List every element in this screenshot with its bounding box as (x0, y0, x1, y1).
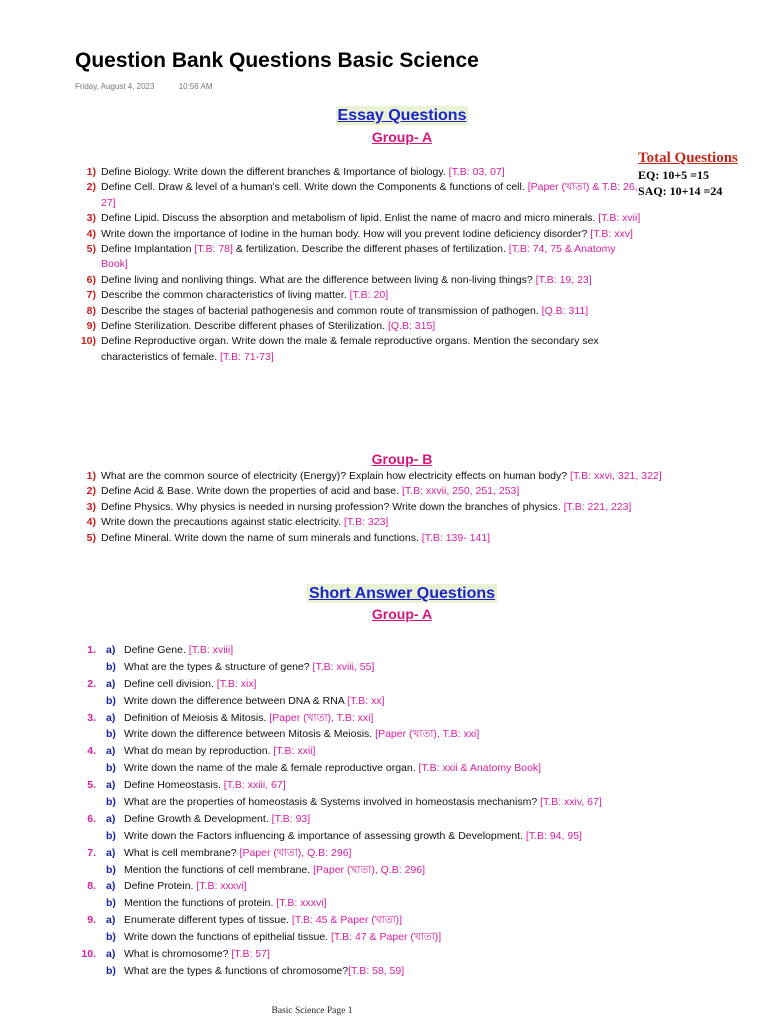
short-question-reference: [T.B: xviii] (188, 644, 234, 656)
essay-heading (0, 107, 768, 125)
question-item (0, 469, 741, 484)
short-question-text: Write down the difference between Mitosis & Meiosis. (124, 728, 376, 741)
short-question-item (0, 676, 602, 693)
question-number: 1) (86, 470, 96, 482)
short-question-number: 7. (87, 846, 96, 859)
short-question-item (0, 929, 602, 946)
short-question-reference: [T.B: xx] (347, 694, 385, 707)
question-item (0, 180, 641, 211)
short-question-reference: [T.B: 57] (231, 948, 270, 961)
total-questions-heading: Total Questions (638, 150, 738, 166)
short-question-number: 6. (87, 812, 96, 825)
short-answer-list (0, 642, 602, 980)
short-answer-heading-text: Short Answer Questions (308, 585, 496, 602)
short-question-number: 9. (87, 914, 96, 927)
short-question-item (0, 878, 602, 895)
question-text: Define Reproductive organ. Write down the male & female reproductive organs. Mention the secondary sex characteristics of female. (101, 335, 599, 363)
question-reference: [T.B: 78] (194, 243, 233, 256)
short-question-item (0, 946, 602, 963)
short-question-reference: [Paper (খাতা), Q.B: 296] (313, 863, 426, 876)
short-question-text: What are the types & functions of chromosome? (124, 964, 349, 977)
short-question-text: Mention the functions of protein. (124, 897, 277, 910)
short-question-item (0, 777, 602, 794)
short-question-letter: a) (106, 914, 116, 927)
question-number: 5) (86, 243, 96, 256)
note-date: Friday, August 4, 2023 (75, 82, 155, 91)
short-question-reference: [T.B: xxii & Anatomy Book] (418, 762, 542, 775)
short-question-number: 8. (87, 880, 96, 893)
total-questions-box (638, 150, 738, 199)
short-question-text: Define Gene. (124, 644, 189, 656)
question-number: 5) (86, 531, 96, 544)
short-question-text: What is chromosome? (124, 948, 232, 961)
short-question-number: 2. (87, 677, 96, 690)
question-reference: [T.B: 19, 23] (535, 273, 592, 286)
essay-group-a-label: Group- A (371, 129, 433, 145)
question-text: Define Sterilization. Describe different phases of Sterilization. (101, 320, 388, 333)
short-question-item (0, 659, 602, 676)
essay-group-b-list (0, 469, 741, 546)
short-question-reference: [T.B: 47 & Paper (খাতা)] (331, 931, 442, 944)
short-question-letter: a) (106, 711, 116, 724)
short-question-reference: [T.B: xxiii, 67] (223, 779, 286, 792)
short-question-letter: b) (106, 796, 116, 809)
short-question-reference: [Paper (খাতা), Q.B: 296] (239, 846, 352, 859)
question-item (0, 500, 741, 515)
question-reference: [T.B: xxv] (590, 227, 633, 240)
question-text: Define Mineral. Write down the name of sum minerals and functions. (101, 531, 422, 544)
question-item (0, 515, 741, 530)
short-question-letter: a) (106, 644, 116, 656)
short-question-item (0, 895, 602, 912)
question-item (0, 319, 641, 334)
question-reference: [T.B: 74, 75 & Anatomy Book] (101, 243, 616, 271)
question-number: 4) (86, 227, 96, 240)
note-timestamp (75, 82, 213, 91)
question-text: Define Acid & Base. Write down the properties of acid and base. (101, 485, 402, 498)
page-title: Question Bank Questions Basic Science (75, 49, 479, 72)
page-footer: Basic Science Page 1 (271, 1006, 353, 1016)
short-question-text: Write down the functions of epithelial tissue. (124, 931, 332, 944)
question-item (0, 211, 641, 226)
question-text: Describe the stages of bacterial pathogenesis and common route of transmission of pathogen. (101, 304, 542, 317)
question-number: 10) (80, 335, 96, 348)
short-question-reference: [T.B: 45 & Paper (খাতা)] (291, 914, 403, 927)
short-question-text: What is cell membrane? (124, 846, 240, 859)
question-reference: [T.B: 323] (343, 516, 389, 529)
short-question-letter: b) (106, 931, 116, 944)
short-question-text: Define Homeostasis. (124, 779, 224, 792)
short-question-letter: b) (106, 964, 116, 977)
question-item (0, 531, 741, 546)
short-question-letter: b) (106, 728, 116, 741)
question-reference: [T.B: xvii] (598, 212, 641, 225)
question-item (0, 288, 641, 303)
question-reference: [T.B: 221, 223] (563, 500, 632, 513)
question-item (0, 304, 641, 319)
short-question-text: Mention the functions of cell membrane. (124, 863, 314, 876)
short-question-reference: [T.B: xix] (216, 677, 257, 690)
question-text: Define living and nonliving things. What are the difference between living & non-living things? (101, 273, 536, 286)
short-question-text: What do mean by reproduction. (124, 745, 274, 758)
question-text: Define Implantation (101, 243, 195, 256)
short-question-letter: a) (106, 812, 116, 825)
question-text: Define Biology. Write down the different branches & Importance of biology. (101, 166, 449, 178)
question-reference: [Paper (খাতা) & T.B: 26, 27] (101, 181, 638, 209)
question-text: Define Physics. Why physics is needed in nursing profession? Write down the branches of physics. (101, 500, 564, 513)
short-question-item (0, 845, 602, 862)
essay-group-a-list (0, 165, 641, 365)
total-saq: SAQ: 10+14 =24 (638, 184, 723, 198)
question-number: 6) (86, 273, 96, 286)
short-question-reference: [Paper (খাতা), T.B: xxi] (375, 728, 480, 741)
short-question-letter: a) (106, 677, 116, 690)
short-question-number: 5. (87, 779, 96, 792)
total-eq: EQ: 10+5 =15 (638, 168, 710, 182)
short-question-item (0, 811, 602, 828)
short-question-item (0, 794, 602, 811)
question-reference: [T.B: xxvii, 250, 251, 253] (401, 485, 520, 498)
short-question-item (0, 912, 602, 929)
question-reference: [T.B: 71-73] (220, 350, 274, 363)
short-question-text: Write down the name of the male & female reproductive organ. (124, 762, 419, 775)
short-question-item (0, 760, 602, 777)
question-item (0, 242, 641, 273)
question-text: What are the common source of electricity (Energy)? Explain how electricity effects on human body? (101, 470, 571, 482)
short-question-text: Define cell division. (124, 677, 217, 690)
question-reference: [T.B: 20] (349, 289, 389, 302)
short-question-item (0, 743, 602, 760)
essay-group-b-label: Group- B (371, 451, 433, 467)
short-question-text: Define Growth & Development. (124, 812, 272, 825)
short-question-item (0, 862, 602, 879)
question-item (0, 273, 641, 288)
short-question-letter: b) (106, 694, 116, 707)
short-question-reference: [T.B: xxxvi] (276, 897, 327, 910)
short-question-item (0, 726, 602, 743)
short-question-letter: b) (106, 762, 116, 775)
question-reference: [T.B: 03, 07] (448, 166, 505, 178)
short-question-letter: b) (106, 897, 116, 910)
short-question-reference: [Paper (খাতা), T.B: xxi] (269, 711, 374, 724)
short-question-text: Write down the Factors influencing & importance of assessing growth & Development. (124, 829, 526, 842)
question-reference: [Q.B: 311] (541, 304, 589, 317)
short-question-text: Enumerate different types of tissue. (124, 914, 292, 927)
short-question-item (0, 710, 602, 727)
short-question-reference: [T.B: 94, 95] (525, 829, 582, 842)
question-number: 1) (86, 166, 96, 178)
short-answer-heading (0, 585, 768, 603)
short-question-item (0, 828, 602, 845)
question-text: & fertilization. Describe the different phases of fertilization. (232, 243, 509, 256)
short-question-item (0, 963, 602, 980)
question-reference: [Q.B: 315] (387, 320, 436, 333)
short-question-letter: b) (106, 660, 116, 673)
question-number: 2) (86, 485, 96, 498)
question-reference: [T.B: 139- 141] (421, 531, 491, 544)
short-question-text: What are the types & structure of gene? (124, 660, 313, 673)
question-text: Write down the importance of Iodine in the human body. How will you prevent Iodine deficiency disorder? (101, 227, 591, 240)
short-question-reference: [T.B: 58, 59] (348, 964, 405, 977)
question-number: 2) (86, 181, 96, 194)
short-question-letter: a) (106, 880, 116, 893)
question-text: Define Cell. Draw & level of a human's cell. Write down the Components & functions of cell. (101, 181, 528, 194)
short-question-text: Define Protein. (124, 880, 197, 893)
short-question-number: 1. (87, 644, 96, 656)
question-item (0, 484, 741, 499)
question-item (0, 334, 641, 365)
question-text: Describe the common characteristics of living matter. (101, 289, 350, 302)
short-question-text: What are the properties of homeostasis & Systems involved in homeostasis mechanism? (124, 796, 541, 809)
question-item (0, 227, 641, 242)
short-question-item (0, 693, 602, 710)
short-question-letter: a) (106, 948, 116, 961)
short-question-reference: [T.B: xxiv, 67] (540, 796, 602, 809)
question-item (0, 165, 641, 180)
question-number: 3) (86, 212, 96, 225)
short-group-a-label: Group- A (371, 606, 433, 622)
question-reference: [T.B: xxvi, 321, 322] (570, 470, 662, 482)
question-text: Write down the precautions against static electricity. (101, 516, 344, 529)
note-time: 10:56 AM (178, 82, 213, 91)
short-question-reference: [T.B: xxxvi] (196, 880, 247, 893)
short-question-number: 4. (87, 745, 96, 758)
short-question-item (0, 642, 602, 659)
short-question-letter: b) (106, 863, 116, 876)
short-question-letter: a) (106, 745, 116, 758)
short-question-number: 3. (87, 711, 96, 724)
short-question-letter: a) (106, 846, 116, 859)
short-question-text: Write down the difference between DNA & RNA (124, 694, 348, 707)
short-question-reference: [T.B: xxii] (273, 745, 316, 758)
short-question-reference: [T.B: 93] (271, 812, 311, 825)
short-question-letter: b) (106, 829, 116, 842)
short-question-letter: a) (106, 779, 116, 792)
question-number: 3) (86, 500, 96, 513)
question-number: 7) (86, 289, 96, 302)
question-number: 9) (86, 320, 96, 333)
short-question-text: Definition of Meiosis & Mitosis. (124, 711, 270, 724)
question-text: Define Lipid. Discuss the absorption and metabolism of lipid. Enlist the name of macro and micro minerals. (101, 212, 599, 225)
essay-heading-text: Essay Questions (337, 107, 467, 124)
question-number: 4) (86, 516, 96, 529)
short-question-reference: [T.B: xviii, 55] (312, 660, 375, 673)
question-number: 8) (86, 304, 96, 317)
short-question-number: 10. (81, 948, 96, 961)
